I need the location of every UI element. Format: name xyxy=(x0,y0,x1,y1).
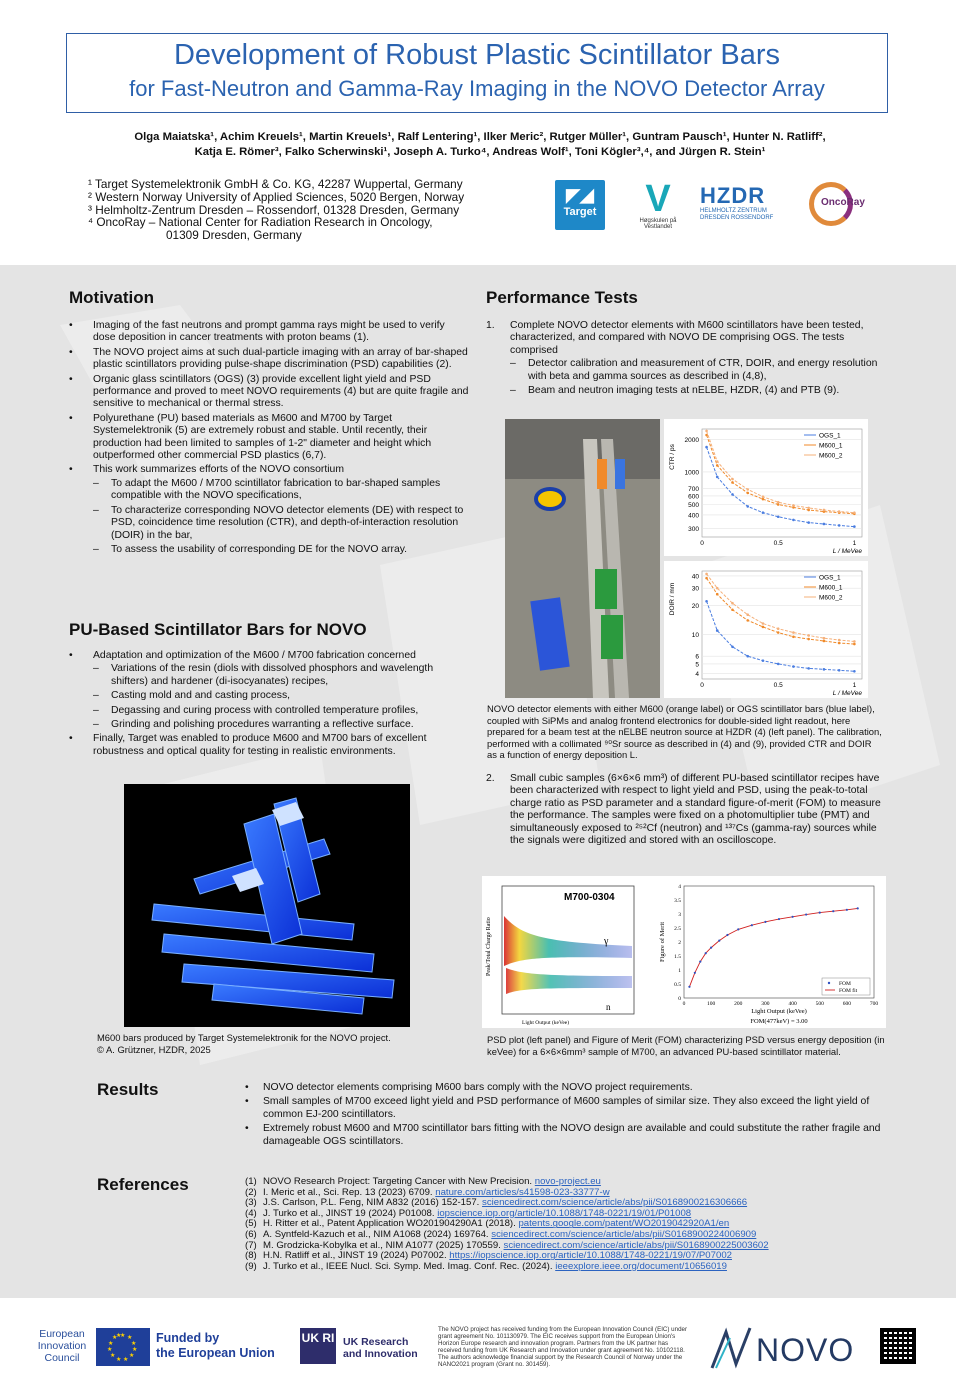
psd-caption: PSD plot (left panel) and Figure of Merit (FOM) characterizing PSD versus energy deposition (in keVee) for a 6×6×6mm³ sample of M700, an advanced PU-based scintillator material. xyxy=(487,1034,885,1057)
psd-xlabel: Light Output (keVee) xyxy=(522,1020,570,1026)
series-line xyxy=(707,601,855,671)
references-title: References xyxy=(97,1175,189,1194)
item-2-number: 2. xyxy=(486,773,495,784)
x-tick-label: 0.5 xyxy=(773,682,783,689)
motivation-bullet-5-text: This work summarizes efforts of the NOVO consortium xyxy=(93,464,344,476)
pu-bullet-2: • Finally, Target was enabled to produce M600 and M700 bars of excellent robustness and optical quality for testing in realistic environments. xyxy=(69,733,469,758)
data-point xyxy=(853,511,856,514)
affiliation-1: ¹ Target Systemelektronik GmbH & Co. KG, 42287 Wuppertal, Germany xyxy=(88,177,463,191)
data-point xyxy=(746,492,749,495)
fom-xlabel: Light Output (keVee) xyxy=(751,1008,807,1015)
legend-label: M600_1 xyxy=(819,584,843,592)
ukri-text xyxy=(343,1336,418,1360)
x-tick-label: 400 xyxy=(788,1001,797,1007)
x-axis-label: L / MeVee xyxy=(832,690,862,697)
legend-swatch xyxy=(828,982,830,984)
data-point xyxy=(716,476,719,479)
reference-item: (8) H.N. Ratliff et al., JINST 19 (2024) P07002. https://iopscience.iop.org/article/10.1088/1748-0221/19/07/P07002 xyxy=(245,1250,732,1262)
data-point xyxy=(838,639,841,642)
poster-subtitle: for Fast-Neutron and Gamma-Ray Imaging in the NOVO Detector Array xyxy=(129,76,825,101)
x-tick-label: 0 xyxy=(700,540,704,547)
svg-text:★: ★ xyxy=(120,1332,126,1339)
target-mark-icon: ◤◢ xyxy=(566,185,594,205)
y-tick-label: 4 xyxy=(695,670,699,678)
y-tick-label: 5 xyxy=(695,661,699,669)
legend-label: FOM fit xyxy=(839,988,858,994)
y-tick-label: 400 xyxy=(688,512,699,520)
data-point xyxy=(819,912,821,914)
svg-text:★: ★ xyxy=(110,1352,116,1359)
svg-text:★: ★ xyxy=(107,1346,113,1353)
data-point xyxy=(731,602,734,605)
x-tick-label: 200 xyxy=(734,1001,743,1007)
doir-plot xyxy=(664,561,868,698)
svg-text:★: ★ xyxy=(116,1356,122,1363)
data-point xyxy=(792,519,795,522)
author-list xyxy=(40,130,920,160)
data-point xyxy=(792,635,795,638)
results-bullet-3: • Extremely robust M600 and M700 scintillator bars fitting with the NOVO design are available and could substitute the rather fragile and damageable OGS scintillators. xyxy=(245,1123,895,1148)
poster-title: Development of Robust Plastic Scintillator Bars xyxy=(173,39,781,71)
footer xyxy=(0,1298,956,1396)
data-point xyxy=(838,642,841,645)
results-title: Results xyxy=(97,1080,159,1099)
psd-n-label: n xyxy=(606,1002,611,1012)
x-axis-label: L / MeVee xyxy=(832,548,862,555)
fom-ylabel: Figure of Merit xyxy=(659,921,666,963)
data-point xyxy=(731,645,734,648)
y-tick-label: 10 xyxy=(691,632,699,640)
reference-item: (3) J.S. Carlson, P.L. Feng, NIM A832 (2016) 152-157. sciencedirect.com/science/article/abs/pii/S0168900216306666 xyxy=(245,1197,748,1209)
y-tick-label: 700 xyxy=(688,486,699,494)
data-point xyxy=(731,481,734,484)
ctr-chart-svg xyxy=(664,419,868,556)
data-point xyxy=(705,430,708,433)
legend-label: OGS_1 xyxy=(819,574,841,582)
data-point xyxy=(731,478,734,481)
fom-chart-svg xyxy=(654,876,884,1028)
authors-line-1: Olga Maiatska¹, Achim Kreuels¹, Martin Kreuels¹, Ralf Lentering¹, Ilker Meric², Rutger Müller¹, Guntram Pausch¹, Hunter N. Ratliff², xyxy=(134,131,826,143)
pu-dash-2: – Casting mold and and casting process, xyxy=(93,690,469,702)
data-point xyxy=(705,434,708,437)
data-point xyxy=(791,916,793,918)
data-point xyxy=(688,986,690,988)
data-point xyxy=(853,643,856,646)
qr-code-icon[interactable] xyxy=(880,1328,916,1364)
m600-bars-photo xyxy=(124,784,410,1027)
results-bullet-2: • Small samples of M700 exceed light yield and PSD performance of M600 samples of similar size. They also exceed the light yield of common EJ-200 scintillators. xyxy=(245,1096,895,1121)
x-tick-label: 500 xyxy=(815,1001,824,1007)
performance-body-2 xyxy=(486,773,886,847)
reference-link[interactable]: sciencedirect.com/science/article/abs/pii/S0168900224006909 xyxy=(491,1228,757,1240)
data-point xyxy=(705,446,708,449)
svg-text:★: ★ xyxy=(131,1340,137,1347)
data-point xyxy=(762,511,765,514)
data-point xyxy=(746,655,749,658)
legend-label: M600_2 xyxy=(819,452,843,460)
x-tick-label: 0.5 xyxy=(773,540,783,547)
data-point xyxy=(716,460,719,463)
data-point xyxy=(705,577,708,580)
fom-fit-line xyxy=(689,908,857,986)
reference-item: (4) J. Turko et al., JINST 19 (2024) P01008. iopscience.iop.org/article/10.1088/1748-0221/19/01/P01008 xyxy=(245,1207,692,1219)
y-tick-label: 600 xyxy=(688,493,699,501)
data-point xyxy=(832,910,834,912)
data-point xyxy=(807,521,810,524)
data-point xyxy=(846,909,848,911)
x-tick-label: 0 xyxy=(682,1001,686,1007)
y-tick-label: 500 xyxy=(688,501,699,509)
data-point xyxy=(853,640,856,643)
bars-caption-line-1: M600 bars produced by Target Systemelektronik for the NOVO project. xyxy=(97,1032,391,1043)
data-point xyxy=(853,525,856,528)
data-point xyxy=(807,667,810,670)
data-point xyxy=(705,600,708,603)
reference-link[interactable]: https://iopscience.iop.org/article/10.1088/1748-0221/19/07/P07002 xyxy=(449,1250,732,1262)
affiliation-4: ⁴ OncoRay – National Center for Radiation Research in Oncology, xyxy=(88,215,433,230)
ukri-logo-icon: UK RI xyxy=(300,1328,336,1364)
data-point xyxy=(777,663,780,666)
data-point xyxy=(853,670,856,673)
detector-elements-photo xyxy=(505,419,660,698)
y-tick-label: 1000 xyxy=(684,469,699,477)
y-tick-label: 3.5 xyxy=(674,898,681,904)
y-tick-label: 20 xyxy=(691,602,699,610)
data-point xyxy=(777,503,780,506)
psd-sample-label: M700-0304 xyxy=(564,892,615,903)
motivation-bullet-5 xyxy=(69,464,469,556)
eu-funded-line-2: the European Union xyxy=(156,1346,275,1360)
motivation-body xyxy=(69,320,469,558)
y-tick-label: 4 xyxy=(678,884,681,890)
data-point xyxy=(838,524,841,527)
data-point xyxy=(762,659,765,662)
motivation-bullet-3: • Organic glass scintillators (OGS) (3) provide excellent light yield and PSD performance and proved to meet NOVO requirements (4) but are quite fragile and sensitive to mechanical or thermal stress. xyxy=(69,374,469,411)
motivation-dash-3: – To assess the usability of corresponding DE for the NOVO array. xyxy=(93,544,469,556)
performance-item-1 xyxy=(486,320,886,397)
data-point xyxy=(807,638,810,641)
data-point xyxy=(805,913,807,915)
x-tick-label: 600 xyxy=(842,1001,851,1007)
data-point xyxy=(762,498,765,501)
performance-dash-1: – Detector calibration and measurement of CTR, DOIR, and energy resolution with beta and gamma sources as described in (4,8), xyxy=(510,358,886,383)
data-point xyxy=(778,918,780,920)
performance-body-1 xyxy=(486,320,886,399)
reference-link[interactable]: novo-project.eu xyxy=(534,1176,601,1187)
partner-logos xyxy=(555,180,885,232)
data-point xyxy=(737,928,739,930)
data-point xyxy=(716,629,719,632)
motivation-dash-1: – To adapt the M600 / M700 scintillator fabrication to bar-shaped samples compatible with the NOVO specifications, xyxy=(93,478,469,503)
affiliation-3: ³ Helmholtz-Zentrum Dresden – Rossendorf, 01328 Dresden, Germany xyxy=(88,202,460,217)
reference-link[interactable]: iopscience.iop.org/article/10.1088/1748-0221/19/01/P01008 xyxy=(437,1207,692,1219)
y-axis-label: CTR / ps xyxy=(669,444,676,470)
performance-item-2-text: Small cubic samples (6×6×6 mm³) of different PU-based scintillator recipes have been characterized with respect to light yield and PSD, using the peak-to-total charge ratio as PSD parameter and a standard figure-of-merit (FOM) to measure the performance. The samples were fixed on a photomultiplier tube (PMT) and simultaneously exposed to ²⁵²Cf (neutron) and ¹³⁷Cs (gamma-ray) sources while the signals were digitized and stored with an oscilloscope. xyxy=(510,773,881,847)
data-point xyxy=(762,626,765,629)
detector-photo-illustration xyxy=(505,419,660,698)
data-point xyxy=(762,495,765,498)
y-tick-label: 2000 xyxy=(684,436,699,444)
y-tick-label: 300 xyxy=(688,525,699,533)
svg-text:★: ★ xyxy=(127,1334,133,1341)
psd-gamma-label: γ xyxy=(604,936,609,947)
data-point xyxy=(777,631,780,634)
x-tick-label: 0 xyxy=(700,682,704,689)
x-tick-label: 100 xyxy=(707,1001,716,1007)
performance-item-2 xyxy=(486,773,886,847)
x-tick-label: 1 xyxy=(852,540,857,547)
motivation-bullet-1: • Imaging of the fast neutrons and prompt gamma rays might be used to verify dose deposition in cancer treatments with proton beams (1). xyxy=(69,320,469,345)
reference-item: (9) J. Turko et al., IEEE Nucl. Sci. Symp. Med. Imag. Conf. Rec. (2024). ieeexplore.ieee.org/document/10656019 xyxy=(245,1260,727,1272)
novo-mark-icon xyxy=(708,1324,756,1374)
legend-label: OGS_1 xyxy=(819,432,841,440)
data-point xyxy=(746,505,749,508)
y-tick-label: 40 xyxy=(691,573,699,581)
y-tick-label: 0 xyxy=(678,996,681,1002)
x-tick-label: 700 xyxy=(869,1001,879,1007)
data-point xyxy=(823,509,826,512)
reference-link[interactable]: ieeexplore.ieee.org/document/10656019 xyxy=(555,1260,727,1272)
pu-dash-1: – Variations of the resin (diols with dissolved phosphors and wavelength shifters) and hardener (di-isocyanates) recipes, xyxy=(93,663,469,688)
data-point xyxy=(705,952,707,954)
data-point xyxy=(746,613,749,616)
ctr-plot xyxy=(664,419,868,556)
reference-item: (6) A. Syntfeld-Kazuch et al., NIM A1068 (2024) 169764. sciencedirect.com/science/article/abs/pii/S0168900224006909 xyxy=(245,1228,757,1240)
data-point xyxy=(764,921,766,923)
svg-text:★: ★ xyxy=(112,1334,118,1341)
motivation-bullet-2: • The NOVO project aims at such dual-particle imaging with an array of bar-shaped plastic scintillators providing pulse-shape discrimination (PSD) capabilities (2). xyxy=(69,347,469,372)
data-point xyxy=(751,924,753,926)
data-point xyxy=(710,947,712,949)
data-point xyxy=(705,573,708,576)
y-tick-label: 2.5 xyxy=(674,926,681,932)
eu-flag-icon xyxy=(96,1328,150,1366)
y-tick-label: 1.5 xyxy=(674,954,681,960)
ukri-line-2: and Innovation xyxy=(343,1348,418,1360)
pu-dash-4: – Grinding and polishing procedures warranting a reflective surface. xyxy=(93,719,469,731)
data-point xyxy=(792,504,795,507)
affiliation-4-cont: 01309 Dresden, Germany xyxy=(166,228,302,243)
references-list xyxy=(245,1177,885,1272)
psd-fom-figure xyxy=(482,876,886,1028)
data-point xyxy=(823,637,826,640)
data-point xyxy=(726,934,728,936)
reference-link[interactable]: patents.google.com/patent/WO2019042920A1/en xyxy=(518,1218,730,1230)
funding-statement: The NOVO project has received funding from the European Innovation Council (EIC) under grant agreement No. 101130979. The EIC receives support from the European Union's Horizon Europe research and innovation program. Partners from the UK partner has received funding from UK Research and Innovation under grant agreement No. 10102118. The authors acknowledge financial support by the Research Council of Norway under the NANO2021 program (Grant no. 301459). xyxy=(438,1326,688,1368)
bars-illustration xyxy=(124,784,410,1027)
fom-formula: FOM(477keV) = 3.00 xyxy=(750,1018,808,1025)
data-point xyxy=(823,640,826,643)
data-point xyxy=(807,634,810,637)
data-point xyxy=(731,493,734,496)
eu-stars-icon xyxy=(96,1328,150,1366)
reference-link[interactable]: sciencedirect.com/science/article/abs/pii/S0168900225003602 xyxy=(503,1239,769,1251)
reference-item: (2) I. Meric et al., Sci. Rep. 13 (2023) 6709. nature.com/articles/s41598-023-33777-w xyxy=(245,1186,610,1198)
data-point xyxy=(838,510,841,513)
pu-bullet-1-text: Adaptation and optimization of the M600 / M700 fabrication concerned xyxy=(93,650,416,661)
svg-text:★: ★ xyxy=(132,1346,138,1353)
data-point xyxy=(731,608,734,611)
motivation-bullet-4: • Polyurethane (PU) based materials as M600 and M700 by Target Systemelektronik (5) are extremely robust and stable. Until recently, their production had been limited to samples of 1-2" diameter and height which outperformed other commercial PSD plastics (6,7). xyxy=(69,413,469,463)
data-point xyxy=(807,507,810,510)
reference-item: (7) M. Grodzicka-Kobylka et al., NIM A1077 (2025) 170559. sciencedirect.com/science/article/abs/pii/S0168900225003602 xyxy=(245,1239,769,1251)
oncoray-logo: OncoRay xyxy=(809,182,875,226)
hzdr-logo: HZDR HELMHOLTZ ZENTRUM DRESDEN ROSSENDORF xyxy=(700,183,774,221)
novo-logo: NOVO xyxy=(708,1324,848,1374)
data-point xyxy=(762,622,765,625)
motivation-dash-2: – To characterize corresponding NOVO detector elements (DE) with respect to PSD, coincidence time resolution (CTR), and depth-of-interaction resolution (DOIR) in the bar, xyxy=(93,505,469,542)
affiliations xyxy=(88,178,464,242)
data-point xyxy=(792,665,795,668)
authors-line-2: Katja E. Römer³, Falko Scherwinski¹, Joseph A. Turko⁴, Andreas Wolf¹, Toni Kögler³,⁴, and Jürgen R. Stein¹ xyxy=(194,146,766,158)
pu-title: PU-Based Scintillator Bars for NOVO xyxy=(69,620,367,639)
hvl-v-icon: V xyxy=(645,178,671,220)
legend-label: M600_1 xyxy=(819,442,843,450)
performance-dash-2: – Beam and neutron imaging tests at nELBE, HZDR, (4) and PTB (9). xyxy=(510,385,886,397)
svg-text:★: ★ xyxy=(123,1356,129,1363)
data-point xyxy=(823,523,826,526)
results-bullet-1: • NOVO detector elements comprising M600 bars comply with the NOVO project requirements. xyxy=(245,1082,895,1094)
data-point xyxy=(777,515,780,518)
legend-label: FOM xyxy=(839,981,851,987)
data-point xyxy=(746,488,749,491)
eu-funded-text xyxy=(156,1331,275,1361)
reference-item: (1) NOVO Research Project: Targeting Cancer with New Precision. novo-project.eu xyxy=(245,1176,601,1187)
doir-chart-svg xyxy=(664,561,868,698)
psd-ylabel: Peak/Total Charge Ratio xyxy=(486,917,492,976)
pu-bullet-1 xyxy=(69,650,469,731)
data-point xyxy=(838,669,841,672)
performance-title: Performance Tests xyxy=(486,288,638,307)
data-point xyxy=(718,940,720,942)
x-tick-label: 300 xyxy=(761,1001,770,1007)
eu-funded-line-1: Funded by xyxy=(156,1331,220,1345)
detector-caption: NOVO detector elements with either M600 (orange label) or OGS scintillator bars (blue label), coupled with SiPMs and analog frontend electronics for double-sided light readout, here prepared for a beam test at the nELBE neutron source at HZDR (4) (left panel). The calibration, performed with a collimated ⁹⁰Sr source as described in (4) and (9), provided CTR and DOIR as a function of energy deposition L. xyxy=(487,703,882,761)
data-point xyxy=(746,619,749,622)
bars-caption xyxy=(97,1032,457,1055)
target-logo: ◤◢ Target xyxy=(555,180,605,230)
reference-link[interactable]: nature.com/articles/s41598-023-33777-w xyxy=(435,1186,610,1198)
y-axis-label: DOIR / mm xyxy=(669,582,676,616)
bars-caption-line-2: © A. Grützner, HZDR, 2025 xyxy=(97,1043,211,1055)
data-point xyxy=(777,501,780,504)
affiliation-2: ² Western Norway University of Applied Sciences, 5020 Bergen, Norway xyxy=(88,189,465,204)
item-1-number: 1. xyxy=(486,320,495,331)
performance-item-1-text: Complete NOVO detector elements with M600 scintillators have been tested, characterized, and compared with NOVO DE comprising OGS. The tests comprised xyxy=(510,320,864,356)
motivation-title: Motivation xyxy=(69,288,154,307)
data-point xyxy=(823,668,826,671)
ukri-line-1: UK Research xyxy=(343,1336,409,1348)
title-box xyxy=(66,33,888,113)
results-body xyxy=(245,1082,895,1150)
pu-body xyxy=(69,650,469,760)
svg-text:★: ★ xyxy=(108,1340,114,1347)
data-point xyxy=(777,627,780,630)
hvl-logo: V Høgskulen på Vestlandet xyxy=(635,180,681,230)
y-tick-label: 30 xyxy=(691,585,699,593)
data-point xyxy=(694,972,696,974)
y-tick-label: 3 xyxy=(678,912,681,918)
reference-link[interactable]: sciencedirect.com/science/article/abs/pii/S0168900216306666 xyxy=(482,1197,748,1209)
svg-text:★: ★ xyxy=(129,1352,135,1359)
y-tick-label: 6 xyxy=(695,653,699,661)
reference-item: (5) H. Ritter et al., Patent Application WO201904290A1 (2018). patents.google.com/patent/WO2019042920A1/en xyxy=(245,1218,730,1230)
data-point xyxy=(716,593,719,596)
x-tick-label: 1 xyxy=(852,682,857,689)
y-tick-label: 2 xyxy=(678,940,681,946)
data-point xyxy=(699,961,701,963)
legend-label: M600_2 xyxy=(819,594,843,602)
data-point xyxy=(716,587,719,590)
svg-text:★: ★ xyxy=(116,1332,122,1339)
y-tick-label: 1 xyxy=(678,968,681,974)
data-point xyxy=(792,631,795,634)
data-point xyxy=(716,464,719,467)
y-tick-label: 0.5 xyxy=(674,982,681,988)
eic-logo: European Innovation Council xyxy=(37,1328,87,1364)
data-point xyxy=(857,907,859,909)
pu-dash-3: – Degassing and curing process with controlled temperature profiles, xyxy=(93,705,469,717)
